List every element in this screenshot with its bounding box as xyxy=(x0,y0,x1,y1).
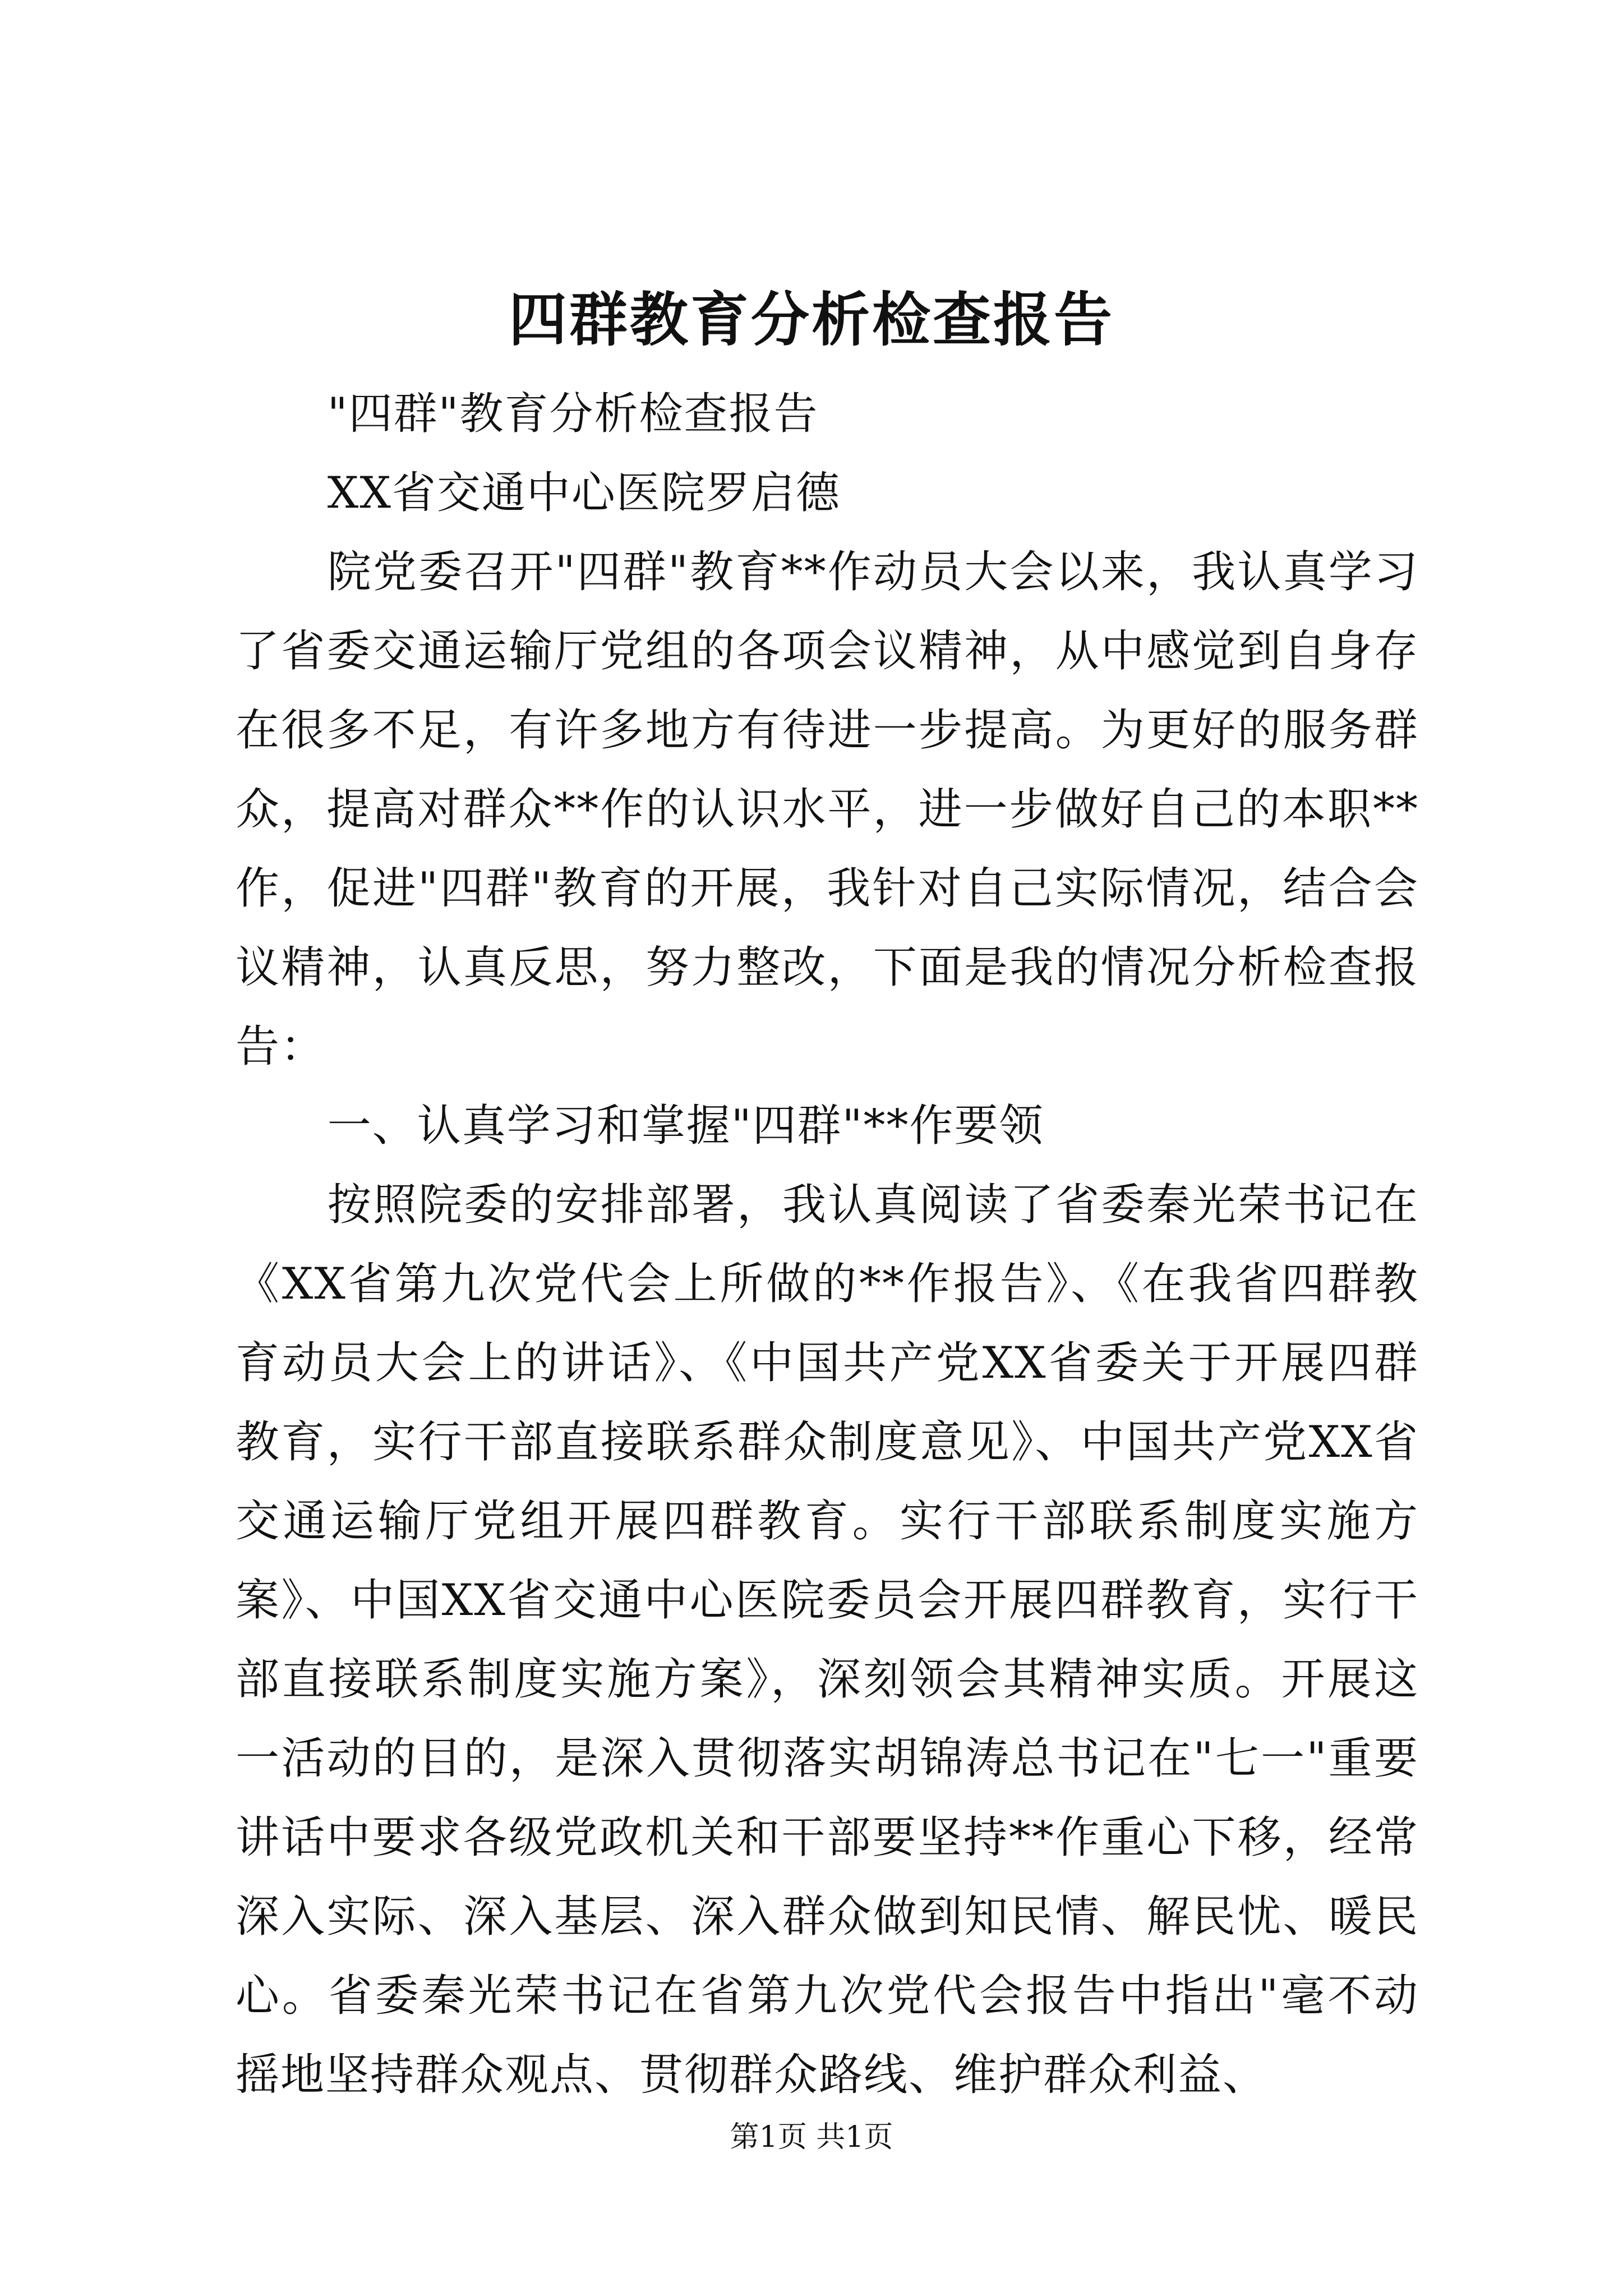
section-heading-paragraph: 一、认真学习和掌握"四群"**作要领 xyxy=(327,1101,1044,1151)
document-body xyxy=(236,375,1419,2115)
page-footer: 第1页 共1页 xyxy=(730,2120,893,2154)
body-paragraph: 按照院委的安排部署，我认真阅读了省委秦光荣书记在《XX省第九次党代会上所做的**作报告》、《在我省四群教育动员大会上的讲话》、《中国共产党XX省委关于开展四群教育，实行干部直接联系群众制度意见》、中国共产党XX省交通运输厅党组开展四群教育。实行干部联系制度实施方案》、中国XX省交通中心医院委员会开展四群教育，实行干部直接联系制度实施方案》，深刻领会其精神实质。开展这一活动的目的，是深入贯彻落实胡锦涛总书记在"七一"重要讲话中要求各级党政机关和干部要坚持**作重心下移，经常深入实际、深入基层、深入群众做到知民情、解民忧、暖民心。省委秦光荣书记在省第九次党代会报告中指出"毫不动摇地坚持群众观点、贯彻群众路线、维护群众利益、 xyxy=(236,1180,1419,2100)
intro-paragraph: 院党委召开"四群"教育**作动员大会以来，我认真学习了省委交通运输厅党组的各项会议精神，从中感觉到自身存在很多不足，有许多地方有待进一步提高。为更好的服务群众，提高对群众**作的认识水平，进一步做好自己的本职**作，促进"四群"教育的开展，我针对自己实际情况，结合会议精神，认真反思，努力整改，下面是我的情况分析检查报告： xyxy=(236,547,1419,1072)
author-paragraph: XX省交通中心医院罗启德 xyxy=(327,468,841,518)
subtitle-paragraph: "四群"教育分析检查报告 xyxy=(327,389,819,439)
document-title: 四群教育分析检查报告 xyxy=(508,285,1114,354)
